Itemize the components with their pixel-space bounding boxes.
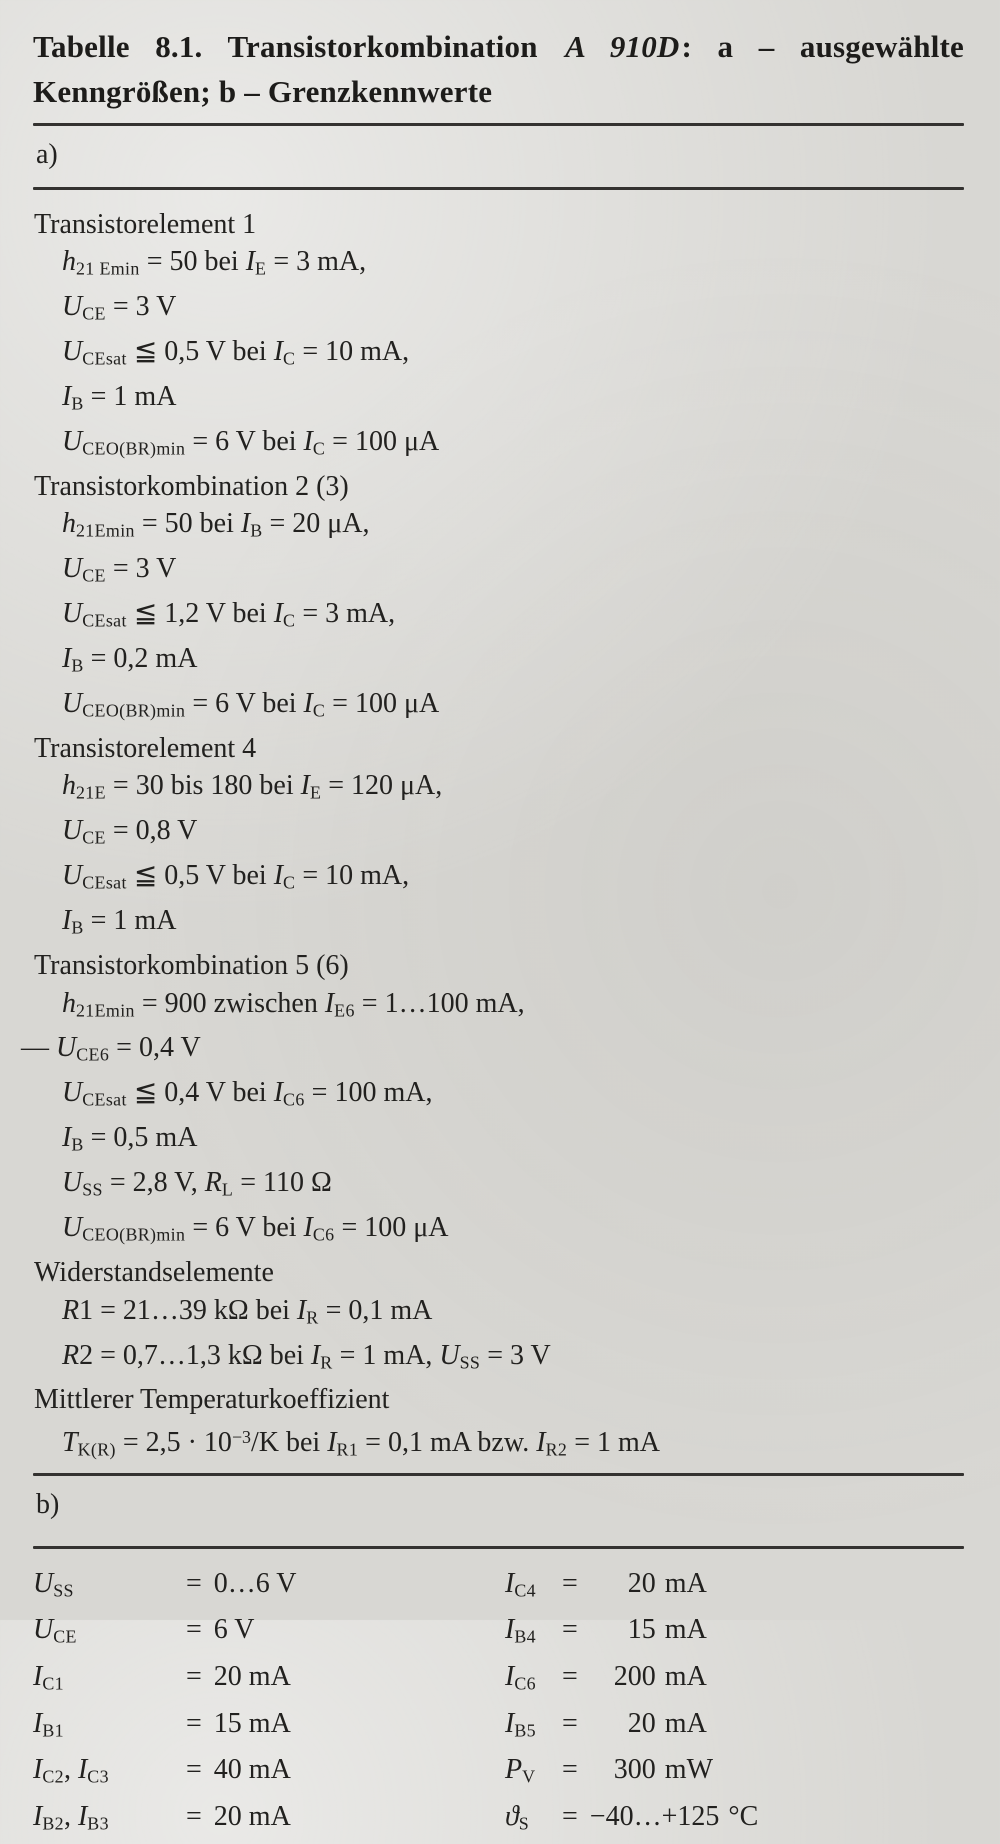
text: = 100 μA — [325, 688, 440, 720]
text: = 10 mA, — [295, 336, 410, 368]
limit-unit: mA — [664, 1661, 707, 1693]
text: = 6 V bei — [185, 688, 304, 720]
variable: U — [439, 1339, 460, 1371]
spec-line — [62, 378, 964, 423]
equals-sign: = — [562, 1567, 578, 1599]
variable: h — [62, 770, 76, 802]
spec-line — [62, 550, 964, 595]
limit-symbol — [33, 1610, 186, 1657]
subscript: CEsat — [82, 872, 127, 893]
subscript: E — [255, 258, 267, 279]
text: : a – ausgewählte Kenngrößen; b – Grenzkennwerte — [33, 29, 964, 109]
spec-line — [62, 857, 964, 902]
spec-group-header — [34, 468, 964, 505]
variable: I — [240, 508, 251, 540]
limit-value: 15 mA — [213, 1707, 291, 1739]
text: = 3 mA, — [266, 246, 367, 278]
variable: U — [62, 1077, 83, 1109]
variable: R — [204, 1167, 222, 1199]
spec-line — [21, 1029, 964, 1074]
subscript: R1 — [336, 1439, 359, 1460]
limit-row — [505, 1564, 964, 1611]
variable: I — [245, 246, 256, 278]
subscript: CEO(BR)min — [82, 700, 186, 721]
subscript: B1 — [42, 1720, 64, 1741]
spec-group-header — [34, 1254, 964, 1291]
subscript: B — [71, 393, 84, 414]
equals-sign: = — [186, 1661, 202, 1693]
limit-row — [505, 1610, 964, 1657]
variable: R — [62, 1294, 80, 1326]
text: = 120 μA, — [321, 770, 443, 802]
spec-line — [62, 243, 964, 288]
subscript: 21 Emin — [76, 258, 140, 279]
text: = 0,2 mA — [83, 643, 198, 675]
text: = 20 μA, — [262, 508, 370, 540]
spec-group-header — [34, 1381, 964, 1418]
subscript: SS — [82, 1180, 103, 1200]
subscript: C6 — [312, 1224, 335, 1245]
variable: ϑ — [505, 1801, 519, 1833]
variable: I — [303, 426, 313, 458]
subscript: 21Emin — [76, 1000, 135, 1021]
spec-line — [62, 1292, 964, 1337]
spec-line — [62, 902, 964, 947]
spec-line — [62, 640, 964, 685]
text: = 1 mA — [83, 381, 177, 413]
subscript: V — [522, 1767, 536, 1788]
text: = 30 bis 180 bei — [105, 770, 301, 802]
text: = 0,1 mA bzw. — [358, 1426, 537, 1458]
text: Transistorkombination 5 (6) — [34, 950, 349, 982]
limit-value: 0…6 V — [213, 1567, 297, 1599]
limit-row — [505, 1750, 964, 1797]
text: /K bei — [251, 1426, 328, 1458]
limit-value: 200 — [613, 1661, 656, 1693]
equals-sign: = — [562, 1801, 578, 1833]
text: Transistorelement 4 — [34, 733, 257, 765]
limit-row — [33, 1704, 505, 1751]
limit-symbol — [505, 1750, 562, 1797]
text: = 50 bei — [134, 508, 241, 540]
variable: I — [310, 1339, 321, 1371]
text: , — [63, 1801, 78, 1833]
table-title — [33, 24, 964, 114]
limit-row — [505, 1657, 964, 1704]
text: = 50 bei — [139, 246, 246, 278]
variable: I — [33, 1754, 43, 1786]
variable: U — [56, 1032, 77, 1064]
variable: U — [62, 688, 83, 720]
text: = 1…100 mA, — [354, 987, 525, 1019]
limit-symbol — [33, 1657, 186, 1704]
section-a-body — [21, 206, 964, 1469]
variable: U — [62, 291, 83, 323]
rule-below-section-b-label — [33, 1546, 964, 1549]
equals-sign: = — [562, 1614, 578, 1646]
subscript: C — [283, 610, 296, 631]
subscript: B — [71, 655, 84, 676]
spec-line — [62, 288, 964, 333]
variable: I — [77, 1801, 88, 1833]
text: Transistorkombination 2 (3) — [34, 471, 349, 503]
text: Widerstandselemente — [34, 1257, 274, 1289]
subscript: 21E — [76, 783, 106, 804]
subscript: E — [309, 783, 322, 804]
text: = 2,5 · 10 — [115, 1426, 232, 1458]
variable: I — [505, 1707, 515, 1739]
limit-value: −40…+125 — [589, 1801, 720, 1833]
subscript: SS — [53, 1580, 74, 1601]
limit-value: 300 — [613, 1754, 656, 1786]
limit-value: 20 — [627, 1707, 656, 1739]
variable: I — [77, 1754, 88, 1786]
limit-row — [505, 1704, 964, 1751]
subscript: CE — [82, 565, 106, 586]
subscript: C1 — [42, 1673, 64, 1694]
subscript: CE6 — [76, 1045, 110, 1066]
variable: U — [62, 860, 83, 892]
subscript: C2 — [42, 1767, 64, 1788]
text: Transistorelement 1 — [34, 209, 257, 240]
variable: A 910D — [565, 29, 680, 64]
text: Tabelle 8.1. — [33, 29, 228, 64]
variable: I — [62, 643, 72, 675]
text: ≦ 1,2 V bei — [126, 598, 274, 630]
rule-below-title — [33, 123, 964, 126]
subscript: E6 — [334, 1000, 355, 1021]
variable: U — [33, 1614, 54, 1646]
text: = 900 zwischen — [134, 987, 325, 1019]
variable: U — [62, 815, 83, 847]
equals-sign: = — [186, 1801, 202, 1833]
limit-row — [33, 1657, 505, 1704]
section-b-body — [33, 1564, 964, 1844]
spec-line — [62, 1419, 964, 1469]
equals-sign: = — [562, 1707, 578, 1739]
subscript: L — [221, 1180, 234, 1200]
subscript: S — [518, 1813, 530, 1834]
text: = 1 mA, — [332, 1339, 440, 1371]
variable: I — [505, 1567, 515, 1599]
limit-symbol — [505, 1564, 562, 1611]
variable: I — [62, 1122, 72, 1154]
subscript: B5 — [514, 1720, 536, 1741]
text: = 6 V bei — [185, 1212, 304, 1244]
text: = 110 Ω — [233, 1167, 332, 1199]
subscript: CE — [53, 1627, 77, 1648]
text: , — [63, 1754, 78, 1786]
spec-group-header — [34, 206, 964, 243]
spec-line — [62, 595, 964, 640]
subscript: B — [71, 917, 84, 938]
variable: I — [33, 1707, 43, 1739]
variable: I — [505, 1661, 515, 1693]
subscript: C6 — [514, 1673, 536, 1694]
limit-value: 6 V — [213, 1614, 255, 1646]
subscript: B4 — [514, 1627, 536, 1648]
limit-row — [505, 1797, 964, 1844]
text: = 0,1 mA — [318, 1294, 433, 1326]
text: = 0,4 V — [109, 1032, 201, 1064]
variable: I — [303, 1212, 313, 1244]
variable: I — [273, 598, 284, 630]
variable: h — [62, 508, 76, 540]
limit-row — [33, 1797, 505, 1844]
spec-line — [62, 333, 964, 378]
limit-value: 20 mA — [213, 1801, 291, 1833]
text: = 10 mA, — [295, 860, 410, 892]
variable: I — [62, 381, 72, 413]
variable: I — [33, 1661, 43, 1693]
spec-line — [62, 767, 964, 812]
subscript: R — [320, 1352, 333, 1373]
subscript: CEO(BR)min — [82, 1224, 186, 1245]
spec-line — [62, 685, 964, 730]
subscript: SS — [459, 1352, 481, 1373]
variable: I — [273, 336, 284, 368]
limit-symbol — [505, 1704, 562, 1751]
spec-line — [62, 423, 964, 468]
limit-symbol — [505, 1657, 562, 1704]
variable: R — [62, 1339, 80, 1371]
limit-value: 20 — [627, 1567, 656, 1599]
text: Transistorkombination — [227, 29, 564, 64]
spec-line — [62, 1337, 964, 1382]
variable: I — [273, 1077, 284, 1109]
text: ≦ 0,5 V bei — [126, 336, 274, 368]
limit-value: 40 mA — [213, 1754, 291, 1786]
variable: U — [62, 336, 83, 368]
text: = 0,5 mA — [83, 1122, 198, 1154]
subscript: C4 — [514, 1580, 536, 1601]
subscript: CEsat — [82, 610, 127, 631]
spec-line — [62, 1164, 964, 1209]
variable: I — [33, 1801, 43, 1833]
limit-symbol — [505, 1797, 562, 1844]
variable: U — [62, 1212, 83, 1244]
text: = 3 mA, — [295, 598, 396, 630]
rule-above-section-b-label — [33, 1473, 964, 1476]
subscript: R2 — [545, 1439, 568, 1460]
limit-row — [33, 1610, 505, 1657]
variable: U — [62, 553, 83, 585]
equals-sign: = — [186, 1567, 202, 1599]
limit-value: 15 — [627, 1614, 656, 1646]
subscript: B2 — [42, 1813, 64, 1834]
subscript: CEO(BR)min — [82, 438, 186, 459]
equals-sign: = — [562, 1754, 578, 1786]
limit-symbol — [33, 1750, 186, 1797]
subscript: B3 — [87, 1813, 109, 1834]
limit-unit: mA — [664, 1567, 707, 1599]
text: = 100 μA — [334, 1212, 449, 1244]
text: = 0,8 V — [105, 815, 198, 847]
subscript: C3 — [87, 1767, 109, 1788]
text: = 100 μA — [325, 426, 440, 458]
superscript: −3 — [231, 1426, 251, 1447]
text: 2 = 0,7…1,3 kΩ bei — [79, 1339, 311, 1371]
subscript: CE — [82, 303, 106, 324]
text: ≦ 0,5 V bei — [126, 860, 274, 892]
variable: I — [327, 1426, 337, 1458]
limit-symbol — [33, 1797, 186, 1844]
rule-below-section-a-label — [33, 187, 964, 190]
text: = 2,8 V, — [102, 1167, 205, 1199]
text: = 100 mA, — [304, 1077, 433, 1109]
subscript: C6 — [283, 1090, 305, 1111]
variable: T — [62, 1426, 78, 1458]
text: Mittlerer Temperaturkoeffizient — [34, 1384, 390, 1416]
equals-sign: = — [562, 1661, 578, 1693]
text: = 1 mA — [83, 905, 177, 937]
text: = 1 mA — [567, 1426, 660, 1458]
spec-line — [62, 1209, 964, 1254]
subscript: CEsat — [82, 1090, 127, 1111]
limit-symbol — [33, 1704, 186, 1751]
text: ≦ 0,4 V bei — [126, 1077, 274, 1109]
limit-unit: mA — [664, 1707, 707, 1739]
text: = 3 V — [105, 291, 177, 323]
variable: h — [62, 246, 76, 278]
variable: U — [62, 1167, 83, 1199]
variable: I — [505, 1614, 515, 1646]
subscript: K(R) — [77, 1439, 116, 1460]
spec-line — [62, 1074, 964, 1119]
spec-group-header — [34, 947, 964, 984]
variable: I — [273, 860, 284, 892]
limit-value: 20 mA — [213, 1661, 291, 1693]
subscript: C — [283, 872, 296, 893]
subscript: CE — [82, 828, 106, 849]
variable: I — [296, 1294, 307, 1326]
spec-line — [62, 1119, 964, 1164]
limit-unit: mA — [664, 1614, 707, 1646]
limit-row — [33, 1564, 505, 1611]
spec-line — [62, 985, 964, 1030]
variable: I — [62, 905, 72, 937]
variable: I — [536, 1426, 546, 1458]
limit-symbol — [33, 1564, 186, 1611]
text: 1 = 21…39 kΩ bei — [79, 1294, 297, 1326]
spec-line — [62, 812, 964, 857]
variable: I — [303, 688, 313, 720]
text: — — [21, 1032, 56, 1064]
subscript: B — [71, 1135, 84, 1156]
limit-unit: mW — [664, 1754, 714, 1786]
variable: U — [33, 1567, 54, 1599]
limits-left-column — [33, 1564, 505, 1844]
limit-symbol — [505, 1610, 562, 1657]
subscript: R — [306, 1307, 319, 1328]
text: = 3 V — [105, 553, 177, 585]
section-b-label: b) — [36, 1488, 60, 1520]
variable: h — [62, 987, 76, 1019]
subscript: C — [312, 700, 326, 721]
subscript: B — [250, 521, 263, 542]
limit-row — [33, 1750, 505, 1797]
equals-sign: = — [186, 1614, 202, 1646]
variable: I — [324, 987, 335, 1019]
section-a-label: a) — [36, 139, 58, 170]
text: = 3 V — [480, 1339, 551, 1371]
equals-sign: = — [186, 1707, 202, 1739]
variable: U — [62, 598, 83, 630]
equals-sign: = — [186, 1754, 202, 1786]
spec-line — [62, 505, 964, 550]
limits-right-column — [505, 1564, 964, 1844]
variable: I — [300, 770, 310, 802]
limit-unit: °C — [728, 1801, 759, 1833]
variable: P — [505, 1754, 523, 1786]
spec-group-header — [34, 730, 964, 767]
text: = 6 V bei — [185, 426, 304, 458]
variable: U — [62, 426, 83, 458]
subscript: C — [312, 438, 326, 459]
subscript: C — [283, 348, 296, 369]
subscript: 21Emin — [76, 521, 135, 542]
subscript: CEsat — [82, 348, 127, 369]
